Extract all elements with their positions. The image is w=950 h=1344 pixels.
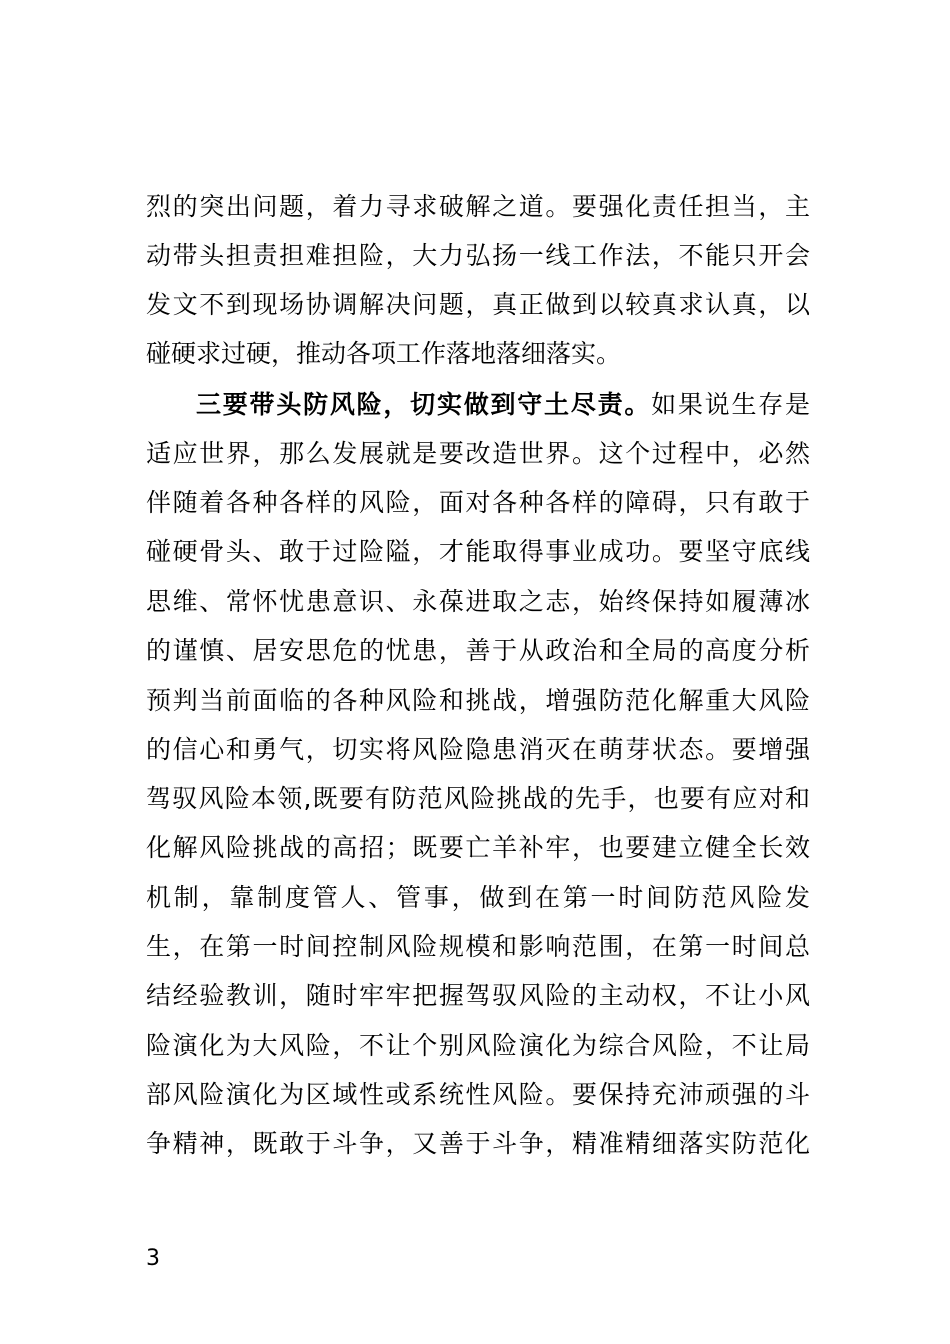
paragraph-1-line-4: 碰硬求过硬，推动各项工作落地落细落实。	[146, 339, 622, 368]
paragraph-2-line-16: 争精神，既敢于斗争，又善于斗争，精准精细落实防范化	[146, 1129, 810, 1158]
paragraph-2-line-7: 预判当前面临的各种风险和挑战，增强防范化解重大风险	[146, 686, 810, 715]
paragraph-2-first-line	[196, 385, 810, 425]
page-number: 3	[146, 1246, 160, 1271]
paragraph-1-line-3: 发文不到现场协调解决问题，真正做到以较真求认真，以	[146, 290, 810, 319]
paragraph-1-line-2: 动带头担责担难担险，大力弘扬一线工作法，不能只开会	[146, 241, 810, 270]
paragraph-1-line-1: 烈的突出问题，着力寻求破解之道。要强化责任担当，主	[146, 192, 810, 221]
paragraph-2-line-10: 化解风险挑战的高招；既要亡羊补牢，也要建立健全长效	[146, 833, 810, 862]
paragraph-2-line-11: 机制，靠制度管人、管事，做到在第一时间防范风险发	[146, 883, 810, 912]
paragraph-2-line-15: 部风险演化为区域性或系统性风险。要保持充沛顽强的斗	[146, 1080, 810, 1109]
paragraph-2-line-2: 适应世界，那么发展就是要改造世界。这个过程中，必然	[146, 439, 810, 468]
paragraph-2-line-13: 结经验教训，随时牢牢把握驾驭风险的主动权，不让小风	[146, 981, 810, 1010]
paragraph-2-line-4: 碰硬骨头、敢于过险隘，才能取得事业成功。要坚守底线	[146, 537, 810, 566]
paragraph-2-line-8: 的信心和勇气，切实将风险隐患消灭在萌芽状态。要增强	[146, 735, 810, 764]
paragraph-2-first-line-rest: 如果说生存是	[651, 390, 810, 419]
paragraph-2-line-14: 险演化为大风险，不让个别风险演化为综合风险，不让局	[146, 1031, 810, 1060]
paragraph-2-line-5: 思维、常怀忧患意识、永葆进取之志，始终保持如履薄冰	[146, 587, 810, 616]
paragraph-2-line-9: 驾驭风险本领,既要有防范风险挑战的先手，也要有应对和	[146, 784, 810, 813]
section-heading: 三要带头防风险，切实做到守土尽责。	[196, 390, 652, 419]
paragraph-2-line-6: 的谨慎、居安思危的忧患，善于从政治和全局的高度分析	[146, 636, 810, 665]
paragraph-2-line-12: 生，在第一时间控制风险规模和影响范围，在第一时间总	[146, 932, 810, 961]
paragraph-2-line-3: 伴随着各种各样的风险，面对各种各样的障碍，只有敢于	[146, 488, 810, 517]
